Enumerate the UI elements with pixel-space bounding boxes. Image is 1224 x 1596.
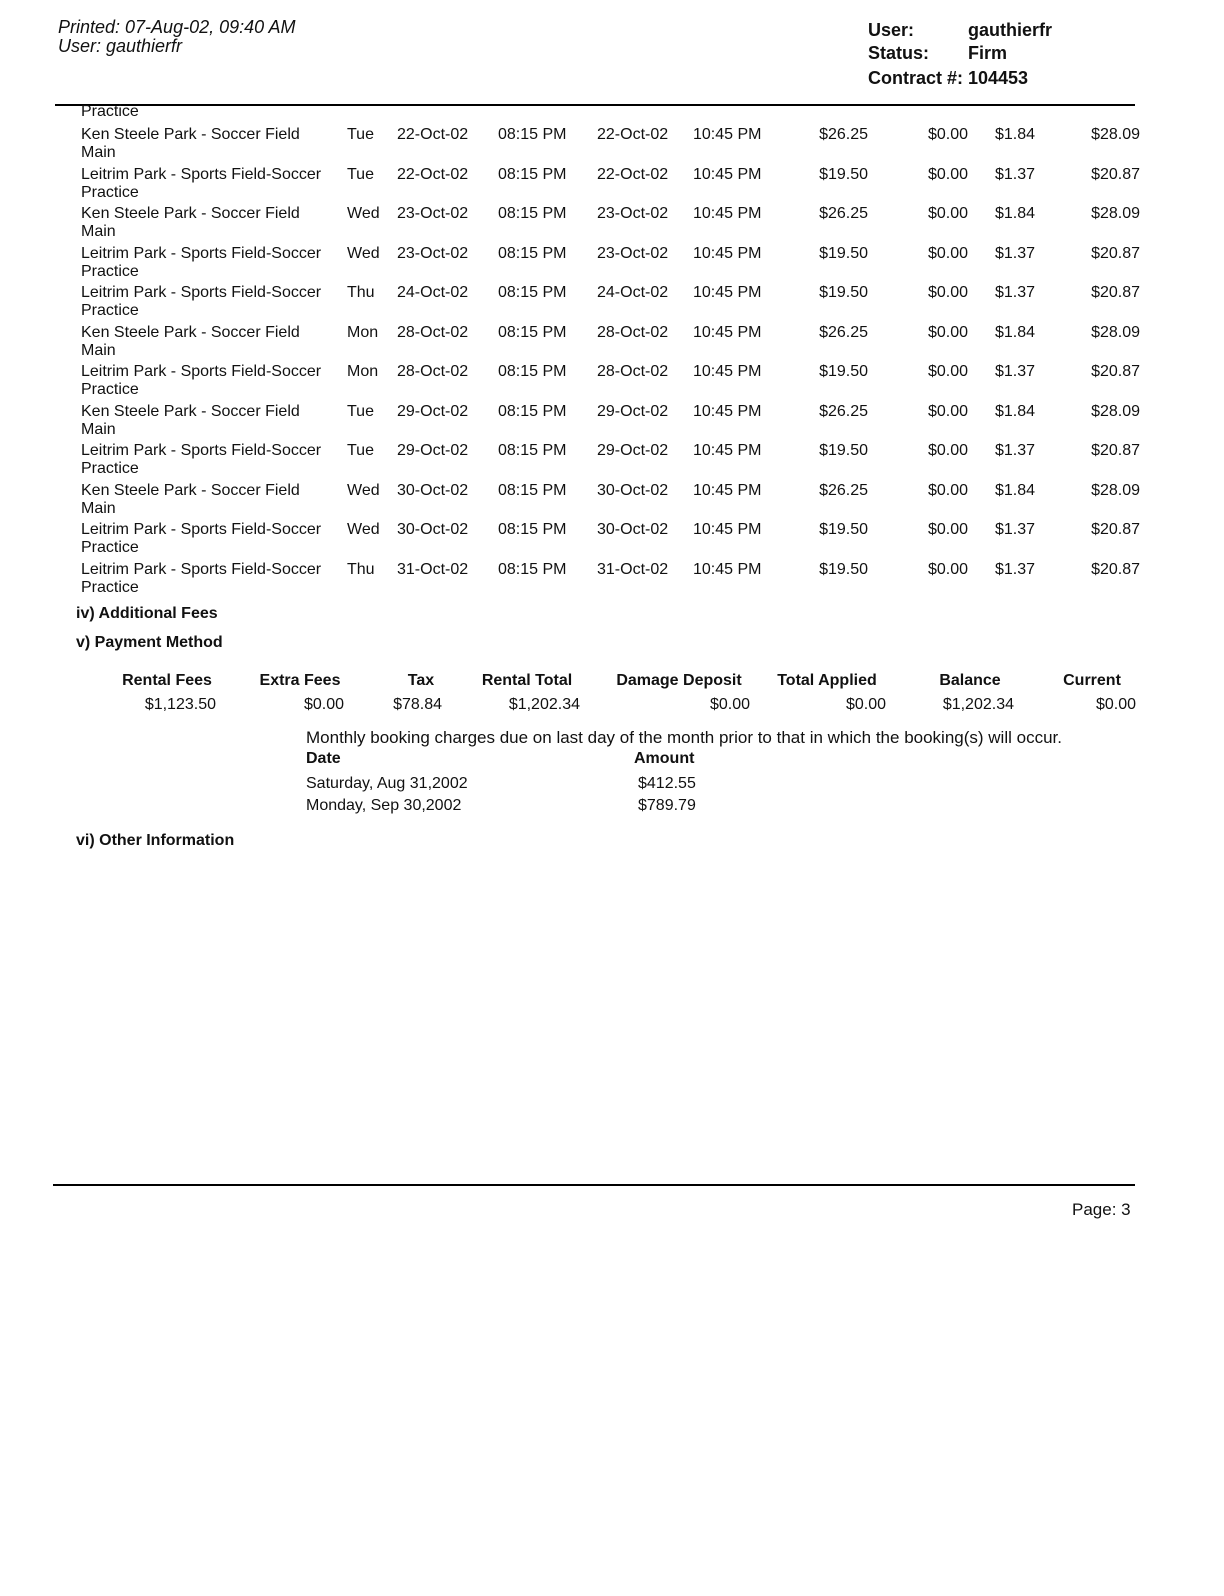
booking-fee: $19.50 xyxy=(819,244,868,262)
booking-location: Leitrim Park - Sports Field-Soccer xyxy=(81,363,322,380)
top-fragment: Practice xyxy=(81,103,139,120)
booking-start-time: 08:15 PM xyxy=(498,521,567,538)
booking-total: $20.87 xyxy=(1091,363,1140,380)
booking-end-time: 10:45 PM xyxy=(693,323,762,341)
schedule-date-1: Saturday, Aug 31,2002 xyxy=(306,775,468,792)
user-label: User: xyxy=(868,20,915,40)
schedule-amount-header: Amount xyxy=(634,750,695,767)
rental-fees-value: $1,123.50 xyxy=(144,696,216,713)
damage-deposit-header: Damage Deposit xyxy=(616,672,742,689)
booking-location: Ken Steele Park - Soccer Field xyxy=(81,126,300,143)
booking-end-time: 10:45 PM xyxy=(693,363,762,380)
table-row xyxy=(0,201,1224,240)
booking-location-sub: Main xyxy=(81,223,116,240)
table-row xyxy=(0,359,1224,398)
booking-day: Mon xyxy=(347,363,379,380)
booking-end-time: 10:45 PM xyxy=(693,205,762,222)
contract-label: Contract #: xyxy=(868,68,964,88)
table-row xyxy=(0,280,1224,319)
booking-total: $20.87 xyxy=(1091,560,1140,578)
booking-location-sub: Main xyxy=(81,499,116,517)
booking-end-date: 30-Oct-02 xyxy=(597,481,669,499)
booking-end-date: 29-Oct-02 xyxy=(597,402,669,420)
booking-total: $28.09 xyxy=(1091,323,1140,341)
booking-total: $28.09 xyxy=(1091,126,1140,143)
booking-start-time: 08:15 PM xyxy=(498,205,567,222)
booking-tax: $1.84 xyxy=(994,205,1035,222)
booking-tax: $1.37 xyxy=(994,244,1035,262)
booking-start-date: 22-Oct-02 xyxy=(397,126,469,143)
booking-start-date: 23-Oct-02 xyxy=(397,205,469,222)
current-header: Current xyxy=(1063,672,1121,689)
booking-end-date: 23-Oct-02 xyxy=(597,244,669,262)
booking-total: $28.09 xyxy=(1091,205,1140,222)
booking-end-time: 10:45 PM xyxy=(693,126,762,143)
booking-tax: $1.84 xyxy=(994,481,1035,499)
table-row xyxy=(0,320,1224,359)
booking-day: Thu xyxy=(347,284,375,301)
booking-extra-fee: $0.00 xyxy=(927,442,968,459)
damage-deposit-value: $0.00 xyxy=(709,696,750,713)
schedule-date-2: Monday, Sep 30,2002 xyxy=(306,797,462,814)
booking-total: $28.09 xyxy=(1091,481,1140,499)
booking-total: $20.87 xyxy=(1091,165,1140,183)
booking-location-sub: Practice xyxy=(81,539,139,556)
extra-fees-header: Extra Fees xyxy=(259,672,341,689)
booking-start-date: 30-Oct-02 xyxy=(397,521,469,538)
booking-location: Ken Steele Park - Soccer Field xyxy=(81,205,300,222)
booking-location-sub: Practice xyxy=(81,302,139,319)
booking-end-date: 28-Oct-02 xyxy=(597,323,669,341)
booking-total: $28.09 xyxy=(1091,402,1140,420)
booking-fee: $19.50 xyxy=(819,165,868,183)
booking-start-date: 28-Oct-02 xyxy=(397,323,469,341)
booking-day: Mon xyxy=(347,323,379,341)
balance-value: $1,202.34 xyxy=(942,696,1014,713)
booking-day: Wed xyxy=(347,205,380,222)
table-row xyxy=(0,162,1224,201)
booking-day: Tue xyxy=(347,165,374,183)
booking-extra-fee: $0.00 xyxy=(927,560,968,578)
booking-extra-fee: $0.00 xyxy=(927,521,968,538)
rental-fees-header: Rental Fees xyxy=(122,672,212,689)
booking-end-time: 10:45 PM xyxy=(693,521,762,538)
booking-end-date: 30-Oct-02 xyxy=(597,521,669,538)
booking-day: Tue xyxy=(347,126,374,143)
booking-extra-fee: $0.00 xyxy=(927,205,968,222)
schedule-date-header: Date xyxy=(306,750,341,767)
booking-extra-fee: $0.00 xyxy=(927,284,968,301)
table-row xyxy=(0,557,1224,596)
booking-start-time: 08:15 PM xyxy=(498,165,567,183)
booking-start-time: 08:15 PM xyxy=(498,363,567,380)
booking-fee: $19.50 xyxy=(819,284,868,301)
booking-extra-fee: $0.00 xyxy=(927,323,968,341)
booking-total: $20.87 xyxy=(1091,521,1140,538)
booking-start-time: 08:15 PM xyxy=(498,323,567,341)
schedule-amount-2: $789.79 xyxy=(638,797,696,814)
booking-fee: $19.50 xyxy=(819,442,868,459)
booking-end-date: 23-Oct-02 xyxy=(597,205,669,222)
booking-day: Wed xyxy=(347,481,380,499)
booking-extra-fee: $0.00 xyxy=(927,126,968,143)
booking-extra-fee: $0.00 xyxy=(927,481,968,499)
current-value: $0.00 xyxy=(1095,696,1136,713)
booking-end-time: 10:45 PM xyxy=(693,402,762,420)
printed-user: User: gauthierfr xyxy=(58,36,183,56)
booking-fee: $19.50 xyxy=(819,521,868,538)
booking-location: Ken Steele Park - Soccer Field xyxy=(81,323,300,341)
booking-end-time: 10:45 PM xyxy=(693,165,762,183)
booking-tax: $1.37 xyxy=(994,165,1035,183)
booking-location-sub: Practice xyxy=(81,262,139,280)
booking-tax: $1.37 xyxy=(994,521,1035,538)
booking-start-time: 08:15 PM xyxy=(498,442,567,459)
footer-rule xyxy=(53,1184,1135,1186)
booking-end-time: 10:45 PM xyxy=(693,442,762,459)
printed-info xyxy=(58,18,295,56)
rental-total-value: $1,202.34 xyxy=(508,696,580,713)
booking-total: $20.87 xyxy=(1091,442,1140,459)
rental-total-header: Rental Total xyxy=(481,672,573,689)
booking-location: Leitrim Park - Sports Field-Soccer xyxy=(81,442,322,459)
booking-end-date: 28-Oct-02 xyxy=(597,363,669,380)
table-row xyxy=(0,517,1224,556)
table-row xyxy=(0,122,1224,161)
user-value: gauthierfr xyxy=(968,20,1053,40)
extra-fees-value: $0.00 xyxy=(303,696,344,713)
booking-end-date: 24-Oct-02 xyxy=(597,284,669,301)
booking-location: Leitrim Park - Sports Field-Soccer xyxy=(81,560,322,578)
booking-fee: $26.25 xyxy=(819,126,868,143)
booking-fee: $26.25 xyxy=(819,402,868,420)
booking-location: Leitrim Park - Sports Field-Soccer xyxy=(81,244,322,262)
table-row xyxy=(0,399,1224,438)
payment-method-heading: v) Payment Method xyxy=(76,634,223,651)
schedule-amount-1: $412.55 xyxy=(638,775,696,792)
booking-end-date: 22-Oct-02 xyxy=(597,165,669,183)
page-number: Page: 3 xyxy=(1072,1200,1131,1219)
booking-location-sub: Main xyxy=(81,144,116,161)
booking-tax: $1.84 xyxy=(994,126,1035,143)
booking-start-date: 24-Oct-02 xyxy=(397,284,469,301)
booking-location-sub: Main xyxy=(81,420,116,438)
booking-location: Leitrim Park - Sports Field-Soccer xyxy=(81,521,322,538)
booking-tax: $1.84 xyxy=(994,323,1035,341)
booking-end-time: 10:45 PM xyxy=(693,481,762,499)
tax-value: $78.84 xyxy=(393,696,442,713)
booking-start-date: 31-Oct-02 xyxy=(397,560,469,578)
booking-tax: $1.37 xyxy=(994,442,1035,459)
status-value: Firm xyxy=(968,43,1008,63)
booking-start-date: 29-Oct-02 xyxy=(397,442,469,459)
booking-day: Tue xyxy=(347,402,374,420)
booking-end-date: 31-Oct-02 xyxy=(597,560,669,578)
booking-location-sub: Practice xyxy=(81,183,139,201)
booking-tax: $1.84 xyxy=(994,402,1035,420)
booking-end-date: 22-Oct-02 xyxy=(597,126,669,143)
booking-start-date: 30-Oct-02 xyxy=(397,481,469,499)
status-label: Status: xyxy=(868,43,930,63)
booking-fee: $26.25 xyxy=(819,481,868,499)
booking-start-date: 28-Oct-02 xyxy=(397,363,469,380)
table-row xyxy=(0,478,1224,517)
booking-day: Wed xyxy=(347,521,380,538)
booking-fee: $19.50 xyxy=(819,363,868,380)
booking-start-date: 22-Oct-02 xyxy=(397,165,469,183)
booking-tax: $1.37 xyxy=(994,284,1035,301)
booking-fee: $26.25 xyxy=(819,323,868,341)
booking-fee: $19.50 xyxy=(819,560,868,578)
payment-note: Monthly booking charges due on last day of the month prior to that in which the booking(s) will occur. xyxy=(306,728,1062,747)
booking-total: $20.87 xyxy=(1091,244,1140,262)
booking-day: Wed xyxy=(347,244,380,262)
booking-day: Thu xyxy=(347,560,375,578)
balance-header: Balance xyxy=(939,672,1001,689)
booking-start-time: 08:15 PM xyxy=(498,560,567,578)
booking-tax: $1.37 xyxy=(994,363,1035,380)
booking-end-time: 10:45 PM xyxy=(693,284,762,301)
booking-start-date: 23-Oct-02 xyxy=(397,244,469,262)
booking-location: Ken Steele Park - Soccer Field xyxy=(81,402,300,420)
tax-header: Tax xyxy=(407,672,435,689)
booking-start-time: 08:15 PM xyxy=(498,402,567,420)
printed-timestamp: Printed: 07-Aug-02, 09:40 AM xyxy=(58,17,296,37)
booking-location: Ken Steele Park - Soccer Field xyxy=(81,481,300,499)
booking-end-date: 29-Oct-02 xyxy=(597,442,669,459)
booking-start-time: 08:15 PM xyxy=(498,284,567,301)
booking-extra-fee: $0.00 xyxy=(927,165,968,183)
booking-location: Leitrim Park - Sports Field-Soccer xyxy=(81,284,322,301)
total-applied-value: $0.00 xyxy=(845,696,886,713)
other-information-heading: vi) Other Information xyxy=(76,832,235,849)
booking-start-date: 29-Oct-02 xyxy=(397,402,469,420)
booking-fee: $26.25 xyxy=(819,205,868,222)
booking-location-sub: Practice xyxy=(81,578,139,596)
booking-location-sub: Practice xyxy=(81,381,139,398)
booking-start-time: 08:15 PM xyxy=(498,244,567,262)
booking-start-time: 08:15 PM xyxy=(498,481,567,499)
booking-end-time: 10:45 PM xyxy=(693,244,762,262)
booking-total: $20.87 xyxy=(1091,284,1140,301)
table-row xyxy=(0,241,1224,280)
booking-extra-fee: $0.00 xyxy=(927,244,968,262)
booking-end-time: 10:45 PM xyxy=(693,560,762,578)
additional-fees-heading: iv) Additional Fees xyxy=(76,605,218,622)
table-row xyxy=(0,438,1224,477)
booking-start-time: 08:15 PM xyxy=(498,126,567,143)
booking-day: Tue xyxy=(347,442,374,459)
booking-extra-fee: $0.00 xyxy=(927,402,968,420)
booking-location-sub: Practice xyxy=(81,460,139,477)
header-rule xyxy=(55,104,1135,106)
contract-value: 104453 xyxy=(968,68,1029,88)
booking-location: Leitrim Park - Sports Field-Soccer xyxy=(81,165,322,183)
total-applied-header: Total Applied xyxy=(777,672,877,689)
booking-location-sub: Main xyxy=(81,341,116,359)
booking-extra-fee: $0.00 xyxy=(927,363,968,380)
booking-tax: $1.37 xyxy=(994,560,1035,578)
